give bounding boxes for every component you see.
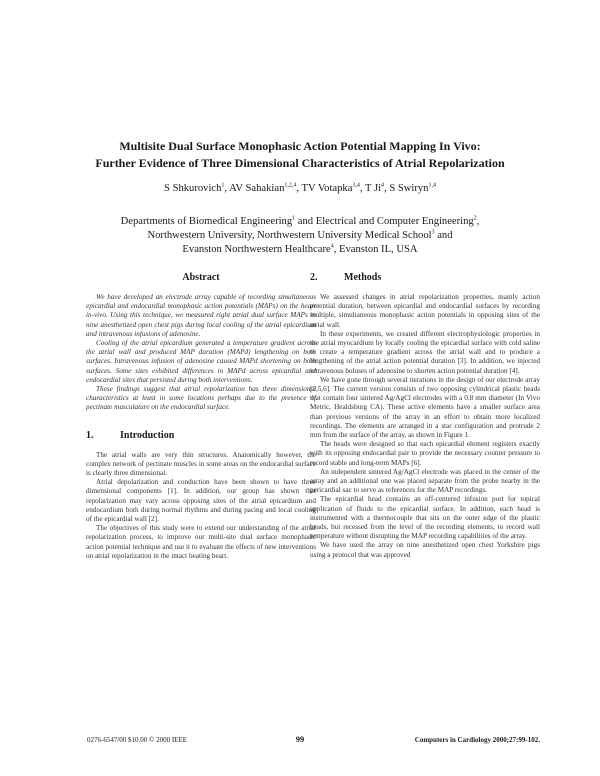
methods-paragraph: We have gone through several iterations in the design of our electrode array [2,5,6]. The current version consists of two opposing cylindrical plastic heads that contain four sintered Ag/AgCl electrodes with a 0.8 mm diameter (In Vivo Metric, Healdsburg CA). These active elements have a smaller surface area than previous versions of the array in an effort to obtain more localized recordings. The elements are arranged in a star configuration and protrude 2 mm from the surface of the array, as shown in Figure 1. (310, 375, 540, 440)
affiliations (40, 215, 560, 257)
methods-paragraph: The heads were designed so that each epicardial element registers exactly with its opposing endocardial pair to provide the necessary counter pressure to record stable and long-term MAPs [6]. (310, 440, 540, 467)
author: T Ji$^4$ (365, 182, 385, 194)
author-list: S Shkurovich$^1$, AV Sahakian$^{1,2,4}$, TV Votapka$^{3,4}$, T Ji$^4$, S Swiryn$^{1,4}$ (164, 182, 436, 194)
methods-paragraph: We have used the array on nine anesthetized open chest Yorkshire pigs using a protocol that was approved (310, 541, 540, 559)
paper-title (40, 138, 560, 172)
affiliation-line-3: Evanston Northwestern Healthcare$^4$, Evanston IL, USA (182, 243, 418, 255)
left-column (86, 272, 316, 561)
introduction-paragraph: Atrial depolarization and conduction have been shown to have three dimensional components [1]. In addition, our group has shown that repolarization may vary across opposing sites of the atrial epicardium and endocardium both during normal rhythms and during pacing and local cooling of the epicardial wall [2]. (86, 478, 316, 524)
abstract-section (86, 272, 316, 413)
introduction-paragraph: The atrial walls are very thin structures. Anatomically however, the complex network of pectinate muscles in some areas on the endocardial surface is clearly three dimensional. (86, 450, 316, 478)
affiliation-line-1: Departments of Biomedical Engineering$^1$ and Electrical and Computer Engineering$^2$, (120, 215, 480, 227)
author: S Swiryn$^{1,4}$ (389, 182, 436, 194)
abstract-paragraph: Cooling of the atrial epicardium generated a temperature gradient across the atrial wall and produced MAP duration (MAPd) lengthening on both surfaces. Intravenous infusion of adenosine caused MAPd shortening on both surfaces. Some sites exhibited differences in MAPd across epicardial and endocardial sites that persisted during both interventions. (86, 339, 316, 384)
introduction-section (86, 430, 316, 561)
abstract-paragraph: These findings suggest that atrial repolarization has three dimensional characteristics at least in some locations perhaps due to the presence of pectinate musculature on the endocardial surface. (86, 385, 316, 412)
page-number: 99 (295, 734, 305, 744)
abstract-heading: Abstract (182, 272, 220, 283)
methods-paragraph: The epicardial head contains an off-centered infusion port for topical application of fluids to the epicardial surface. In addition, each head is instrumented with a thermocouple that sits on the outer edge of the plastic heads, but recessed from the level of the recording elements, to record wall temperature without disrupting the MAP recording capabilities of the array. (310, 495, 540, 541)
affiliation-line-2: Northwestern University, Northwestern University Medical School$^3$ and (147, 229, 453, 241)
methods-paragraph: In these experiments, we created different electrophysiologic properties in the atrial myocardium by locally cooling the epicardial surface with cold saline to create a temperature gradient across the atrial wall and to produce a lengthening of the atrial action potential duration [3]. In addition, we injected intravenous boluses of adenosine to shorten action potential duration [4]. (310, 329, 540, 375)
author: TV Votapka$^{3,4}$ (301, 182, 360, 194)
methods-heading: 2. Methods (310, 272, 382, 283)
introduction-paragraph: The objectives of this study were to extend our understanding of the atrial repolarization process, to improve our multi-site dual surface monophasic action potential technique and use it to evaluate the effects of new interventions on atrial repolarization in the intact beating heart. (86, 524, 316, 560)
abstract-paragraph: We have developed an electrode array capable of recording simultaneous epicardial and endocardial monophasic action potentials (MAPs) on the heart in-vivo. Using this technique, we measured right atrial dual surface MAPs in nine anesthetized open chest pigs during local cooling of the atrial epicardium and intravenous infusions of adenosine. (86, 293, 316, 338)
title-line-2: Further Evidence of Three Dimensional Characteristics of Atrial Repolarization (95, 156, 505, 170)
author: AV Sahakian$^{1,2,4}$ (229, 182, 297, 194)
methods-paragraph: An independent sintered Ag/AgCl electrode was placed in the center of the array and an additional one was placed separate from the probe nearby in the pericardial sac to serve as references for the MAP recordings. (310, 467, 540, 495)
footer-citation: Computers in Cardiology 2000;27:99-102. (414, 736, 540, 744)
right-column (310, 272, 540, 560)
footer-copyright: 0276-6547/00 $10.00 © 2000 IEEE (87, 736, 188, 744)
author: S Shkurovich$^1$ (164, 182, 225, 194)
methods-paragraph: We assessed changes in atrial repolarization properties, mainly action potential duration, between epicardial and endocardial surfaces by recording multiple, simultaneous monophasic action potentials in opposing sites of the atrial wall. (310, 293, 540, 329)
title-line-1: Multisite Dual Surface Monophasic Action Potential Mapping In Vivo: (119, 139, 481, 153)
introduction-heading: 1. Introduction (86, 429, 175, 441)
